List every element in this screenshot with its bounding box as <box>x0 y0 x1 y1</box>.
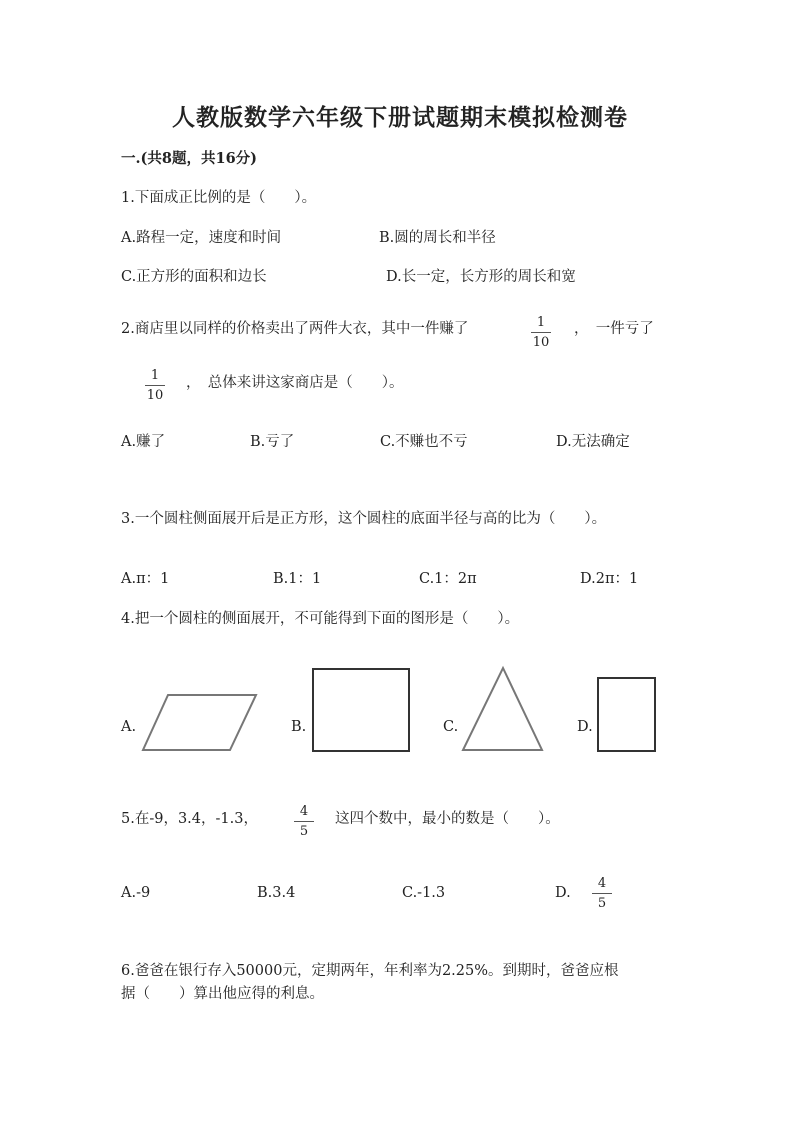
fraction-numerator: 1 <box>150 368 160 383</box>
fraction-denominator: 10 <box>532 335 550 350</box>
page-title: 人教版数学六年级下册试题期末模拟检测卷 <box>172 105 628 131</box>
question-5-fraction <box>292 805 316 838</box>
question-3-option-c: C.1：2π <box>419 571 477 587</box>
question-3-stem: 3.一个圆柱侧面展开后是正方形，这个圆柱的底面半径与高的比为（ ）。 <box>121 511 607 527</box>
question-5-stem-part2: 这四个数中，最小的数是（ ）。 <box>335 811 560 827</box>
triangle-shape <box>460 664 546 754</box>
fraction-bar <box>531 332 551 333</box>
question-4-option-a-label: A. <box>121 719 137 735</box>
fraction-denominator: 10 <box>146 388 164 403</box>
question-1-option-d: D.长一定，长方形的周长和宽 <box>386 269 576 285</box>
question-4-stem: 4.把一个圆柱的侧面展开，不可能得到下面的图形是（ ）。 <box>121 611 520 627</box>
question-3-option-b: B.1：1 <box>273 571 322 587</box>
question-4-option-b-label: B. <box>291 719 307 735</box>
question-2-option-c: C.不赚也不亏 <box>380 434 468 450</box>
question-2-stem-part1: 2.商店里以同样的价格卖出了两件大衣，其中一件赚了 <box>121 321 469 337</box>
question-5-option-b: B.3.4 <box>257 885 296 901</box>
question-2-option-b: B.亏了 <box>250 434 295 450</box>
question-1-option-a: A.路程一定，速度和时间 <box>121 230 282 246</box>
question-5-option-d-fraction <box>590 877 614 910</box>
square-shape <box>310 666 412 754</box>
question-2-fraction-1 <box>529 316 553 349</box>
fraction-denominator: 5 <box>299 824 309 839</box>
fraction-bar <box>145 385 165 386</box>
fraction-numerator: 1 <box>536 315 546 330</box>
rectangle-shape <box>596 676 658 754</box>
question-5-stem-part1: 5.在-9，3.4，-1.3， <box>121 811 258 827</box>
question-5-option-c: C.-1.3 <box>402 885 446 901</box>
question-3-option-d: D.2π：1 <box>580 571 639 587</box>
fraction-denominator: 5 <box>597 896 607 911</box>
section-heading: 一.(共8题，共16分) <box>121 150 258 167</box>
question-2-stem-part2: ， 一件亏了 <box>574 321 654 337</box>
question-2-fraction-2 <box>143 369 167 402</box>
question-6-stem-line1: 6.爸爸在银行存入50000元，定期两年，年利率为2.25%。到期时，爸爸应根 <box>121 963 619 979</box>
question-3-option-a: A.π：1 <box>121 571 170 587</box>
question-2-option-a: A.赚了 <box>121 434 166 450</box>
question-1-stem: 1.下面成正比例的是（ ）。 <box>121 190 317 206</box>
question-1-option-b: B.圆的周长和半径 <box>379 230 496 246</box>
question-1-option-c: C.正方形的面积和边长 <box>121 269 267 285</box>
question-5-option-d: D. <box>555 885 571 901</box>
question-4-option-c-label: C. <box>443 719 459 735</box>
fraction-numerator: 4 <box>299 804 309 819</box>
fraction-numerator: 4 <box>597 876 607 891</box>
question-4-option-d-label: D. <box>577 719 593 735</box>
question-5-option-a: A.-9 <box>121 885 151 901</box>
question-2-option-d: D.无法确定 <box>556 434 630 450</box>
question-2-stem-part3: ， 总体来讲这家商店是（ ）。 <box>186 375 404 391</box>
fraction-bar <box>592 893 612 894</box>
parallelogram-shape <box>140 692 260 754</box>
fraction-bar <box>294 821 314 822</box>
question-6-stem-line2: 据（ ）算出他应得的利息。 <box>121 986 324 1002</box>
